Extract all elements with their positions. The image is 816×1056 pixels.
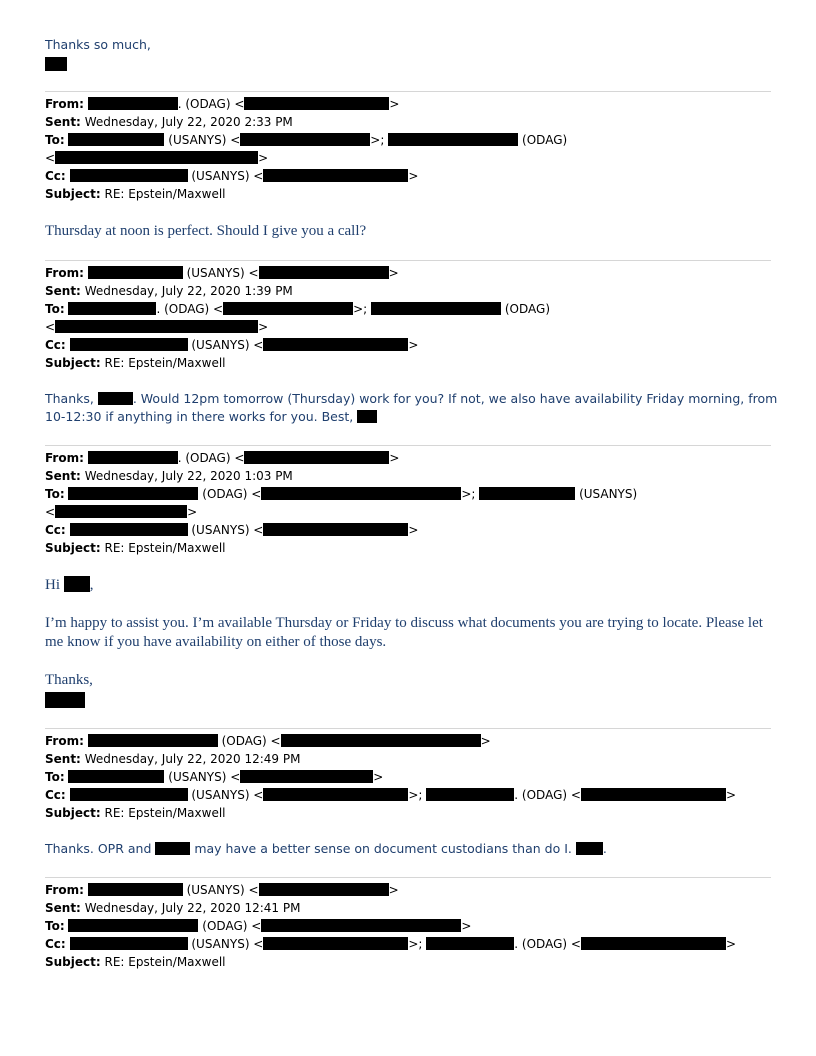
redaction-box [576,842,603,855]
header-text: Sent: [45,901,81,915]
sent-line [45,282,550,300]
header-text: Hi [45,577,64,593]
to-line [45,131,567,149]
redaction-box [263,523,408,536]
email-signoff-3: Thanks, [45,672,93,688]
header-text: 10-12:30 if anything in there works for you. Best, [45,409,358,424]
header-text: (ODAG) < [202,487,262,501]
header-text: >; [353,302,372,316]
closing-thanks: Thanks so much, [45,37,151,52]
header-text: > [258,151,269,165]
header-text: . Would 12pm tomorrow (Thursday) work for you? If not, we also have availability Friday morning, from [132,391,778,406]
header-text: may have a better sense on document custodians than do I. [190,841,576,856]
cc-line [45,336,550,354]
header-text: Cc: [45,169,66,183]
redaction-box [240,770,373,783]
redaction-box [88,266,183,279]
redaction-box [55,320,258,333]
redaction-box [388,133,518,146]
cc-line [45,167,567,185]
header-text: Cc: [45,937,66,951]
redaction-box [581,937,726,950]
header-text: . (ODAG) < [514,788,581,802]
redaction-box [70,788,188,801]
header-text: From: [45,451,84,465]
header-text: Sent: [45,752,81,766]
redaction-box [244,451,389,464]
email-body-1: Thursday at noon is perfect. Should I give you a call? [45,223,367,239]
header-text: Wednesday, July 22, 2020 12:49 PM [84,752,301,766]
header-text: From: [45,266,84,280]
header-text: < [45,505,56,519]
redaction-box [88,97,178,110]
header-text: > [480,734,491,748]
header-text: > [258,320,269,334]
header-text: Sent: [45,115,81,129]
header-text: < [45,151,56,165]
header-text: (USANYS) < [191,523,264,537]
header-text: . (ODAG) < [156,302,224,316]
header-text: > [725,937,736,951]
header-text: > [461,919,472,933]
header-text: Wednesday, July 22, 2020 1:03 PM [84,469,293,483]
subject-line [45,539,637,557]
email-body-2 [45,390,777,408]
header-text: Wednesday, July 22, 2020 12:41 PM [84,901,301,915]
sent-line [45,113,567,131]
header-text: >; [461,487,480,501]
header-text: . (ODAG) < [514,937,581,951]
header-text: RE: Epstein/Maxwell [104,955,226,969]
redaction-box [68,770,164,783]
header-text: RE: Epstein/Maxwell [104,356,226,370]
header-text: > [187,505,198,519]
redaction-box [45,692,85,708]
redaction-box [155,842,190,855]
redaction-box [68,919,198,932]
header-text: Wednesday, July 22, 2020 2:33 PM [84,115,293,129]
to-line [45,917,736,935]
redaction-box [263,788,408,801]
sent-line [45,750,736,768]
from-line [45,449,637,467]
from-line [45,95,567,113]
divider [45,877,771,878]
header-text: >; [408,788,427,802]
redaction-box [223,302,353,315]
subject-line [45,354,550,372]
redaction-box [88,451,178,464]
sent-line [45,899,736,917]
redaction-box [70,169,188,182]
header-text: To: [45,770,65,784]
header-text: To: [45,302,65,316]
header-text: Cc: [45,788,66,802]
redaction-box [263,169,408,182]
redaction-box [55,151,258,164]
header-text: (USANYS) < [191,169,264,183]
header-text: > [389,451,400,465]
header-text: > [389,97,400,111]
redaction-box [281,734,481,747]
header-text: Subject: [45,187,101,201]
redaction-box [70,338,188,351]
header-text: Subject: [45,356,101,370]
to-line-cont [45,149,567,167]
header-text: RE: Epstein/Maxwell [104,806,226,820]
redaction-box [70,937,188,950]
header-text: Sent: [45,469,81,483]
redaction-box [55,505,187,518]
redaction-box [581,788,726,801]
header-text: Thanks, [45,391,98,406]
header-text: RE: Epstein/Maxwell [104,541,226,555]
email-body-2-cont [45,408,377,426]
from-line [45,732,736,750]
header-text: (USANYS) < [168,770,241,784]
email-header-5 [45,881,736,971]
header-text: Subject: [45,806,101,820]
subject-line [45,185,567,203]
redaction-box [68,133,164,146]
header-text: Subject: [45,955,101,969]
redaction-box [259,883,389,896]
redaction-box [240,133,370,146]
header-text: Cc: [45,338,66,352]
header-text: RE: Epstein/Maxwell [104,187,226,201]
header-text: > [388,266,399,280]
header-text: (USANYS) < [191,788,264,802]
header-text: (USANYS) < [186,883,259,897]
email-header-3 [45,449,637,557]
to-line [45,485,637,503]
header-text: . [602,841,607,856]
header-text: > [388,883,399,897]
header-text: . (ODAG) < [177,451,245,465]
header-text: Thanks. OPR and [45,841,156,856]
header-text: To: [45,133,65,147]
header-text: (USANYS) < [191,338,264,352]
email-header-4 [45,732,736,822]
redaction-box [45,57,67,71]
redaction-box [263,937,408,950]
header-text: (USANYS) < [168,133,241,147]
email-header-1 [45,95,567,203]
redaction-box [479,487,575,500]
redaction-box [68,302,156,315]
header-text: (USANYS) < [191,937,264,951]
redaction-box [261,919,461,932]
divider [45,728,771,729]
redaction-box [261,487,461,500]
redaction-box [68,487,198,500]
redaction-box [357,410,377,423]
cc-line [45,786,736,804]
email-greeting-3 [45,576,94,595]
to-line-cont [45,503,637,521]
redaction-box [88,883,183,896]
header-text: (ODAG) [522,133,568,147]
email-body-4 [45,840,607,858]
cc-line [45,521,637,539]
header-text: Wednesday, July 22, 2020 1:39 PM [84,284,293,298]
redaction [45,692,85,711]
from-line [45,264,550,282]
header-text: < [45,320,56,334]
header-text: Subject: [45,541,101,555]
redaction-box [259,266,389,279]
header-text: > [408,338,419,352]
redaction-box [426,937,514,950]
header-text: , [89,577,94,593]
header-text: Cc: [45,523,66,537]
to-line [45,300,550,318]
header-text: From: [45,97,84,111]
header-text: > [725,788,736,802]
header-text: (ODAG) < [202,919,262,933]
to-line-cont [45,318,550,336]
subject-line [45,953,736,971]
redaction-box [88,734,218,747]
from-line [45,881,736,899]
redaction-box [98,392,133,405]
divider [45,260,771,261]
sent-line [45,467,637,485]
header-text: From: [45,734,84,748]
header-text: > [408,523,419,537]
email-body-3: I’m happy to assist you. I’m available Thursday or Friday to discuss what documents you are trying to locate. Please let me know if you have availability on either of those days. [45,615,763,650]
header-text: From: [45,883,84,897]
header-text: (ODAG) < [221,734,281,748]
subject-line [45,804,736,822]
header-text: (USANYS) [579,487,638,501]
header-text: To: [45,487,65,501]
redaction-box [371,302,501,315]
header-text: >; [408,937,427,951]
redaction-box [426,788,514,801]
header-text: >; [370,133,389,147]
redaction-box [244,97,389,110]
divider [45,91,771,92]
cc-line [45,935,736,953]
header-text: > [373,770,384,784]
redaction-box [64,576,90,592]
header-text: (USANYS) < [186,266,259,280]
redaction-box [70,523,188,536]
to-line [45,768,736,786]
redaction [45,56,67,74]
header-text: . (ODAG) < [177,97,245,111]
header-text: To: [45,919,65,933]
redaction-box [263,338,408,351]
header-text: Sent: [45,284,81,298]
email-header-2 [45,264,550,372]
header-text: (ODAG) [504,302,550,316]
header-text: > [408,169,419,183]
divider [45,445,771,446]
